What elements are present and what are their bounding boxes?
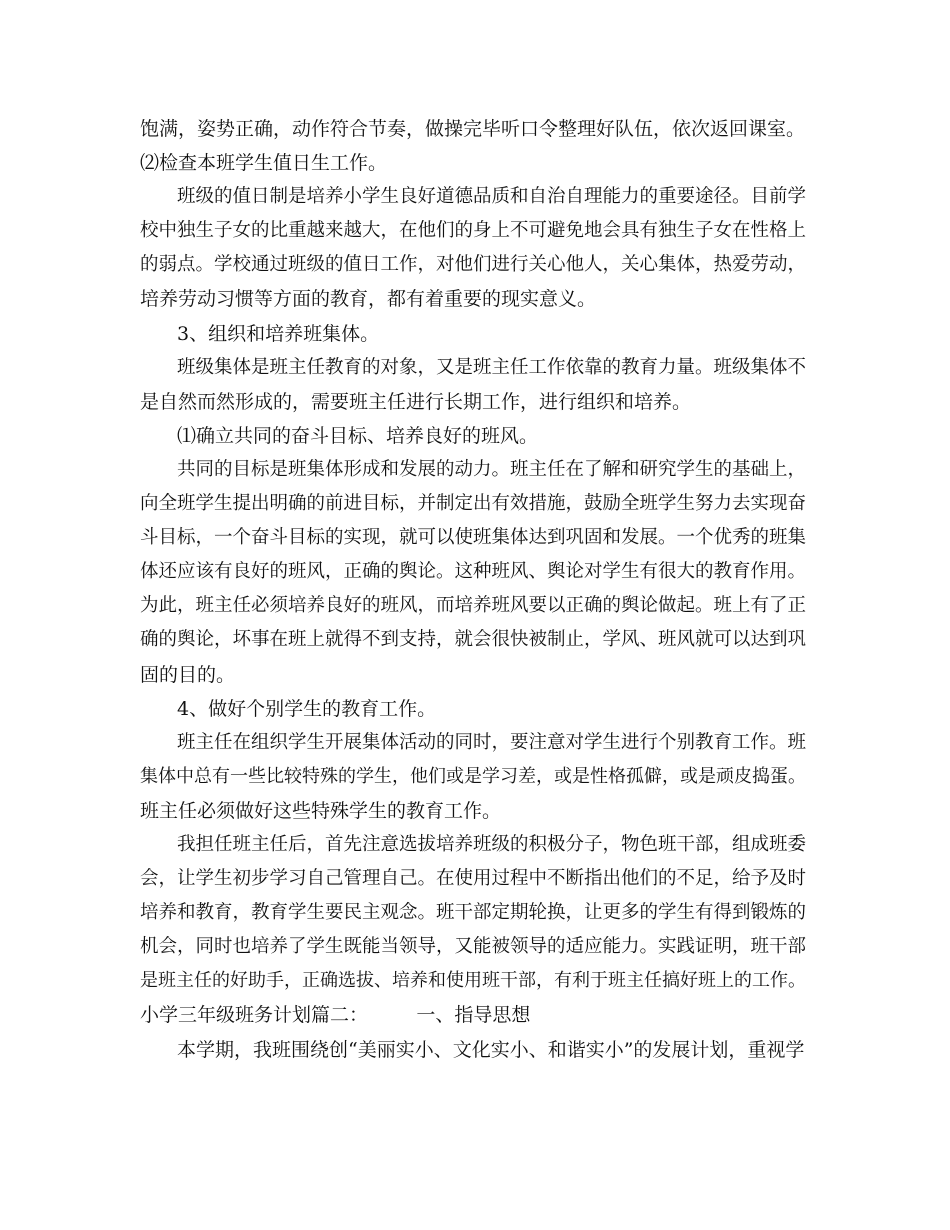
text-line: 是班主任的好助手，正确选拔、培养和使用班干部，有利于班主任搞好班上的工作。 — [140, 970, 806, 992]
text-line: 班主任在组织学生开展集体活动的同时，要注意对学生进行个别教育工作。班 — [177, 731, 807, 753]
text-line: 本学期，我班围绕创“美丽实小、文化实小、和谐实小”的发展计划，重视学 — [177, 1038, 805, 1061]
document-body — [140, 112, 812, 1067]
text-line: 固的目的。 — [140, 663, 236, 686]
text-line: 的弱点。学校通过班级的值日工作，对他们进行关心他人，关心集体，热爱劳动， — [140, 254, 807, 276]
text-line: 培养劳动习惯等方面的教育，都有着重要的现实意义。 — [140, 288, 597, 311]
text-line: 我担任班主任后，首先注意选拔培养班级的积极分子，物色班干部，组成班委 — [177, 833, 807, 855]
text-line: 是自然而然形成的，需要班主任进行长期工作，进行组织和培养。 — [140, 390, 692, 413]
text-line: 饱满，姿势正确，动作符合节奏，做操完毕听口令整理好队伍，依次返回课室。 — [140, 118, 806, 140]
text-line: 体还应该有良好的班风，正确的舆论。这种班风、舆论对学生有很大的教育作用。 — [140, 561, 807, 583]
text-line: 校中独生子女的比重越来越大，在他们的身上不可避免地会具有独生子女在性格上 — [140, 220, 807, 242]
text-line: 班级的值日制是培养小学生良好道德品质和自治自理能力的重要途径。目前学 — [177, 186, 807, 208]
text-line: 班主任必须做好这些特殊学生的教育工作。 — [140, 799, 502, 822]
text-line: 会，让学生初步学习自己管理自己。在使用过程中不断指出他们的不足，给予及时 — [140, 868, 807, 890]
text-line: ⑵检查本班学生值日生工作。 — [140, 152, 388, 175]
text-line: 班级集体是班主任教育的对象，又是班主任工作依靠的教育力量。班级集体不 — [177, 356, 807, 378]
text-line: 斗目标，一个奋斗目标的实现，就可以使班集体达到巩固和发展。一个优秀的班集 — [140, 527, 807, 549]
text-line: 小学三年级班务计划篇二： 一、指导思想 — [140, 1004, 531, 1027]
text-line: ⑴确立共同的奋斗目标、培养良好的班风。 — [177, 424, 539, 447]
text-line: 集体中总有一些比较特殊的学生，他们或是学习差，或是性格孤僻，或是顽皮捣蛋。 — [140, 765, 806, 787]
text-line: 共同的目标是班集体形成和发展的动力。班主任在了解和研究学生的基础上， — [177, 458, 807, 480]
text-line: 培养和教育，教育学生要民主观念。班干部定期轮换，让更多的学生有得到锻炼的 — [140, 902, 807, 924]
text-line: 机会，同时也培养了学生既能当领导，又能被领导的适应能力。实践证明，班干部 — [140, 936, 807, 958]
text-line: 确的舆论，坏事在班上就得不到支持，就会很快被制止，学风、班风就可以达到巩 — [140, 629, 807, 651]
text-line: 3、组织和培养班集体。 — [177, 322, 380, 345]
text-line: 为此，班主任必须培养良好的班风，而培养班风要以正确的舆论做起。班上有了正 — [140, 595, 807, 617]
text-line: 向全班学生提出明确的前进目标，并制定出有效措施，鼓励全班学生努力去实现奋 — [140, 493, 807, 515]
text-line: 4、做好个别学生的教育工作。 — [177, 697, 437, 720]
